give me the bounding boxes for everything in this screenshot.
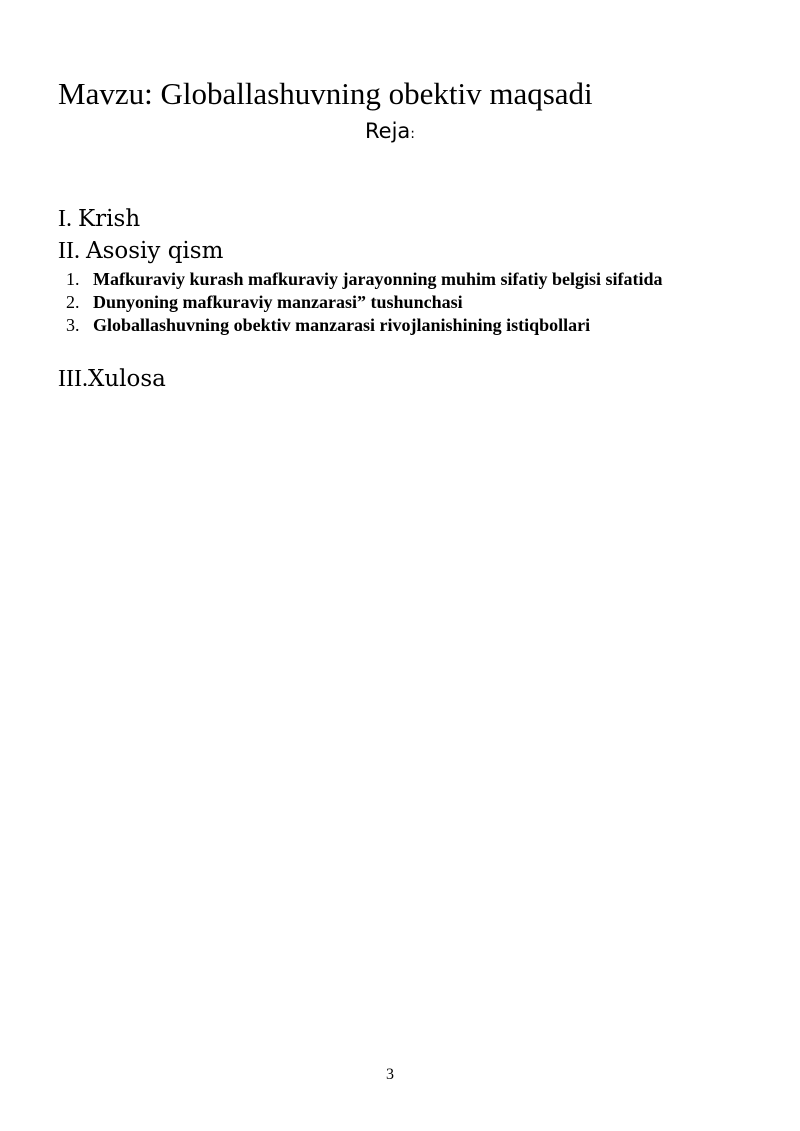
plan-heading-colon: :: [410, 126, 415, 142]
section-introduction: [58, 204, 140, 234]
plan-heading-text: Reja: [365, 119, 411, 143]
section-numeral: III.: [58, 366, 88, 392]
section-label: Xulosa: [87, 366, 166, 392]
list-item: [66, 291, 706, 314]
page-title: Mavzu: Globallashuvning obektiv maqsadi: [58, 76, 593, 111]
item-text: Mafkuraviy kurash mafkuraviy jarayonning muhim sifatiy belgisi sifatida: [93, 269, 663, 289]
section-numeral: II.: [58, 238, 86, 264]
main-part-items: [66, 268, 706, 337]
page-number: 3: [386, 1066, 394, 1083]
item-number: 1.: [66, 269, 80, 289]
section-conclusion: [58, 364, 166, 394]
item-number: 2.: [66, 292, 80, 312]
list-item: [66, 314, 706, 337]
item-number: 3.: [66, 315, 80, 335]
list-item: [66, 268, 706, 291]
plan-heading: [0, 117, 780, 148]
item-text: Globallashuvning obektiv manzarasi rivojlanishining istiqbollari: [93, 315, 591, 335]
section-label: Krish: [78, 206, 141, 232]
section-numeral: I.: [58, 206, 78, 232]
item-text: Dunyoning mafkuraviy manzarasi” tushunchasi: [93, 292, 463, 312]
section-label: Asosiy qism: [85, 238, 224, 264]
section-main-part: [58, 236, 223, 266]
